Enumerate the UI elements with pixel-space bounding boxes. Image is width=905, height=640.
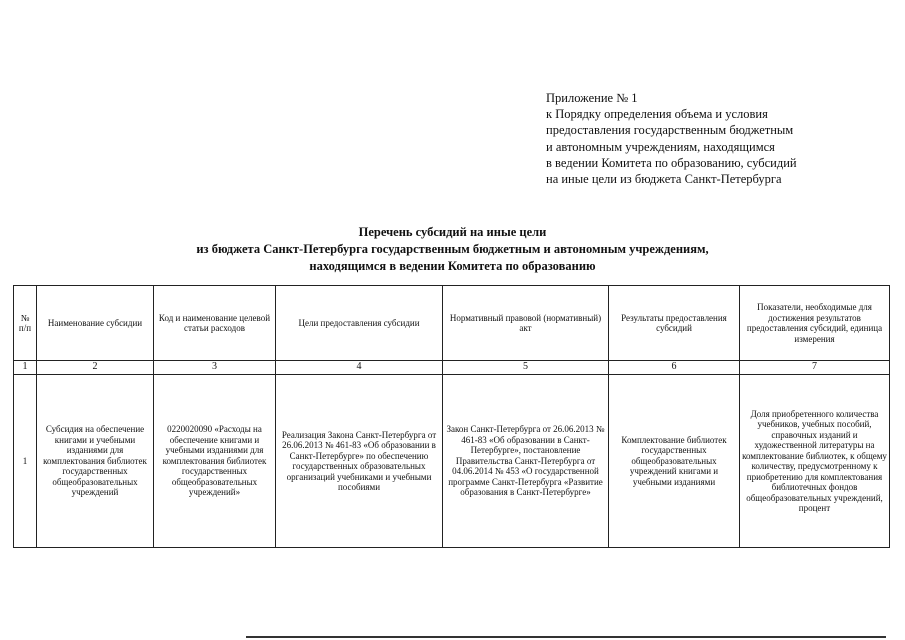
column-number: 5 — [443, 361, 609, 375]
document-title — [0, 224, 905, 275]
appendix-line: предоставления государственным бюджетным — [546, 123, 794, 138]
column-number: 1 — [14, 361, 37, 375]
appendix-line: и автономным учреждениям, находящимся — [546, 139, 775, 154]
cell-row-number: 1 — [14, 375, 37, 548]
column-number-row — [14, 361, 890, 375]
header-cell-results: Результаты предоставления субсидий — [609, 286, 740, 361]
table-row — [14, 375, 890, 548]
header-cell-code: Код и наименование целевой статьи расходов — [154, 286, 276, 361]
appendix-line: в ведении Комитета по образованию, субсидий — [546, 155, 797, 170]
header-cell-goals: Цели предоставления субсидии — [276, 286, 443, 361]
appendix-line: Приложение № 1 — [546, 91, 638, 105]
cell-results: Комплектование библиотек государственных общеобразовательных учреждений книгами и учебными изданиями — [609, 375, 740, 548]
title-line: находящимся в ведении Комитета по образованию — [309, 259, 596, 273]
cell-goals: Реализация Закона Санкт-Петербурга от 26.06.2013 № 461-83 «Об образовании в Санкт-Петербурге» по обеспечению государственных образовательных организаций учебниками и учебными пособиями — [276, 375, 443, 548]
subsidy-table — [13, 285, 890, 548]
column-number: 3 — [154, 361, 276, 375]
header-cell-name: Наименование субсидии — [37, 286, 154, 361]
cell-indicators: Доля приобретенного количества учебников, учебных пособий, справочных изданий и художественной литературы на комплектование библиотек, к общему количеству, предусмотренному к приобретению для комплектования библиотечных фондов общеобразовательных учреждений, процент — [740, 375, 890, 548]
cell-legal-act: Закон Санкт-Петербурга от 26.06.2013 № 461-83 «Об образовании в Санкт-Петербурге», постановление Правительства Санкт-Петербурга от 04.06.2014 № 453 «О государственной программе Санкт-Петербурга «Развитие образования в Санкт-Петербурге» — [443, 375, 609, 548]
bottom-divider — [246, 636, 886, 638]
column-number: 6 — [609, 361, 740, 375]
cell-budget-code: 0220020090 «Расходы на обеспечение книгами и учебными изданиями для комплектования библиотек государственных общеобразовательных учреждений» — [154, 375, 276, 548]
appendix-block — [546, 90, 876, 187]
appendix-line: к Порядку определения объема и условия — [546, 107, 768, 122]
header-cell-indicators: Показатели, необходимые для достижения результатов предоставления субсидий, единица измерения — [740, 286, 890, 361]
title-line: Перечень субсидий на иные цели — [358, 225, 547, 239]
header-cell-number: № п/п — [14, 286, 37, 361]
header-cell-legal-act: Нормативный правовой (нормативный) акт — [443, 286, 609, 361]
column-number: 4 — [276, 361, 443, 375]
column-number: 2 — [37, 361, 154, 375]
title-line: из бюджета Санкт-Петербурга государственным бюджетным и автономным учреждениям, — [196, 242, 709, 256]
table-header-row — [14, 286, 890, 361]
appendix-line: на иные цели из бюджета Санкт-Петербурга — [546, 172, 782, 187]
column-number: 7 — [740, 361, 890, 375]
cell-subsidy-name: Субсидия на обеспечение книгами и учебными изданиями для комплектования библиотек государственных общеобразовательных учреждений — [37, 375, 154, 548]
